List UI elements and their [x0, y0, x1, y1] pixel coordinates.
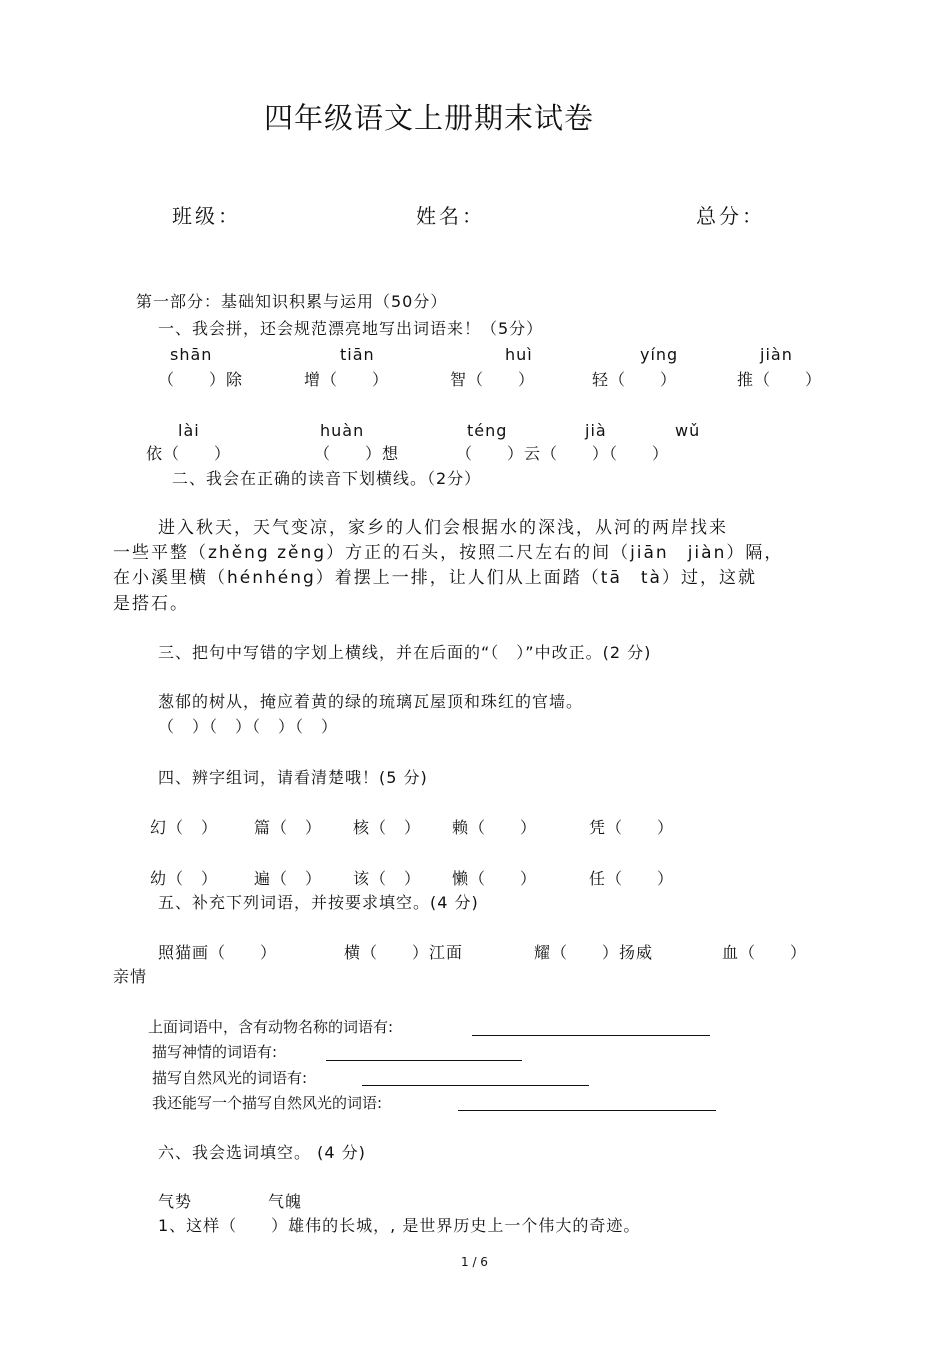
- idiom-blank: 耀（ ）扬威: [534, 943, 654, 962]
- char-pair: 篇（ ）: [254, 818, 323, 837]
- pinyin: huì: [505, 345, 533, 364]
- char-pair: 赖（ ）: [452, 818, 538, 837]
- pinyin: tiān: [340, 345, 375, 364]
- char-pair: 幻（ ）: [150, 818, 219, 837]
- q3-heading: 三、把句中写错的字划上横线，并在后面的“（ ）”中改正。(2 分): [158, 643, 652, 662]
- fill-prompt: 上面词语中，含有动物名称的词语有:: [148, 1018, 394, 1036]
- pinyin: lài: [178, 421, 200, 440]
- score-label: 总分：: [696, 204, 765, 228]
- page-number: 1 / 6: [461, 1255, 488, 1269]
- pinyin: yíng: [640, 345, 679, 364]
- q1-heading: 一、我会拼，还会规范漂亮地写出词语来！（5分）: [158, 319, 544, 338]
- word-blank: 轻（ ）: [592, 370, 678, 389]
- passage-line: 进入秋天，天气变凉，家乡的人们会根据水的深浅，从河的两岸找来: [158, 518, 728, 538]
- char-pair: 凭（ ）: [589, 818, 675, 837]
- q3-blanks: （ ）（ ）（ ）（ ）: [158, 717, 339, 736]
- q5-heading: 五、补充下列词语，并按要求填空。(4 分): [158, 893, 479, 912]
- q6-heading: 六、我会选词填空。 (4 分): [158, 1143, 366, 1162]
- fill-prompt: 描写自然风光的词语有:: [152, 1069, 308, 1087]
- char-pair: 幼（ ）: [150, 869, 219, 888]
- name-label: 姓名：: [416, 204, 485, 228]
- word-blank: 智（ ）: [450, 370, 536, 389]
- pinyin: jiàn: [760, 345, 793, 364]
- idiom-blank: 照猫画（ ）: [158, 943, 278, 962]
- char-pair: 该（ ）: [353, 869, 422, 888]
- char-pair: 任（ ）: [589, 869, 675, 888]
- pinyin: wǔ: [675, 421, 701, 440]
- q3-sentence: 葱郁的树从，掩应着黄的绿的琉璃瓦屋顶和珠红的官墙。: [158, 692, 584, 711]
- word-blank: 增（ ）: [304, 370, 390, 389]
- pinyin: huàn: [320, 421, 365, 440]
- char-pair: 遍（ ）: [254, 869, 323, 888]
- fill-prompt: 描写神情的词语有:: [152, 1043, 278, 1061]
- answer-line[interactable]: [472, 1035, 710, 1036]
- q6-item: 1、这样（ ）雄伟的长城，, 是世界历史上一个伟大的奇迹。: [158, 1216, 641, 1235]
- word-blank: （ ）想: [314, 444, 400, 463]
- option-word: 气势: [158, 1192, 193, 1211]
- idiom-blank: 横（ ）江面: [344, 943, 464, 962]
- word-blank: （ ）除: [158, 370, 244, 389]
- word-blank: 推（ ）: [737, 370, 823, 389]
- q4-heading: 四、辨字组词，请看清楚哦！(5 分): [158, 768, 428, 787]
- answer-line[interactable]: [458, 1110, 716, 1111]
- option-word: 气魄: [268, 1192, 303, 1211]
- idiom-blank: 血（ ）: [722, 943, 808, 962]
- word-blank: 依（ ）: [146, 444, 232, 463]
- passage-line: 一些平整（zhěng zěng）方正的石头，按照二尺左右的间（jiān jiàn）隔，: [113, 543, 784, 563]
- char-pair: 懒（ ）: [452, 869, 538, 888]
- pinyin: shān: [170, 345, 213, 364]
- char-pair: 核（ ）: [353, 818, 422, 837]
- idiom-wrap: 亲情: [113, 967, 148, 986]
- answer-line[interactable]: [362, 1085, 589, 1086]
- word-blank: （ ）云（ ）（ ）: [456, 444, 670, 463]
- q2-heading: 二、我会在正确的读音下划横线。（2分）: [172, 469, 482, 488]
- passage-line: 在小溪里横（hénhéng）着摆上一排，让人们从上面踏（tā tà）过，这就: [113, 568, 757, 588]
- class-label: 班级：: [172, 204, 241, 228]
- pinyin: jià: [585, 421, 607, 440]
- answer-line[interactable]: [326, 1060, 522, 1061]
- pinyin: téng: [467, 421, 508, 440]
- part-heading: 第一部分：基础知识积累与运用（50分）: [136, 292, 448, 311]
- fill-prompt: 我还能写一个描写自然风光的词语:: [152, 1094, 383, 1112]
- page-title: 四年级语文上册期末试卷: [264, 101, 595, 135]
- passage-line: 是搭石。: [113, 594, 189, 614]
